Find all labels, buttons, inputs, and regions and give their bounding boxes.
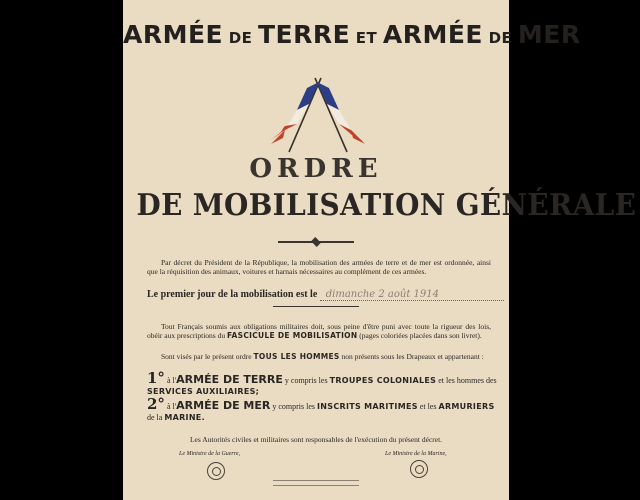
all-men-highlight: TOUS LES HOMMES [253,352,340,361]
decree-paragraph: Par décret du Président de la République, la mobilisation des armées de terre et de mer est ordonnée, ainsi que la réquisition des animaux, voitures et harnais nécessaires au complément de ces armées. [147,258,491,276]
armourers-label: ARMURIERS [438,402,495,411]
divider-line [273,306,359,307]
item-text: y compris les [272,402,316,411]
item-prefix: à l' [166,402,177,411]
mobilization-poster [123,0,637,500]
authorities-line: Les Autorités civiles et militaires sont responsables de l'exécution du présent décret. [189,435,443,444]
maritime-label: INSCRITS MARITIMES [317,402,418,411]
concerned-text-end: non présents sous les Drapeaux et appartenant : [341,352,484,361]
army-sea-label: ARMÉE DE MER [176,399,271,412]
ordre-title: ORDRE [249,154,383,184]
navy-minister-signature: Le Ministre de la Marine, [385,451,447,457]
crossed-flags-icon [263,74,373,154]
item-text: de la [147,413,163,422]
headline-word: ET [355,29,378,47]
item-number: 2° [147,395,165,413]
war-ministry-seal-icon [207,462,225,480]
headline-word: ARMÉE [123,20,224,49]
ornamental-divider [278,241,354,243]
obligation-text-end: (pages coloriées placées dans son livret). [359,331,482,340]
marine-label: MARINE. [164,413,205,422]
mobilisation-title: DE MOBILISATION GÉNÉRALE [136,188,637,223]
item-text: et les [419,402,437,411]
item-number: 1° [147,369,165,387]
auxiliary-services-label: SERVICES AUXILIAIRES; [147,387,260,396]
item-prefix: à l' [166,376,177,385]
headline-word: DE [488,29,513,47]
army-land-label: ARMÉE DE TERRE [176,373,283,386]
concerned-paragraph [147,352,491,361]
colonial-troops-label: TROUPES COLONIALES [329,376,437,385]
headline-word: DE [228,29,253,47]
printer-mark [273,480,359,486]
headline-word: TERRE [258,20,351,49]
fascicule-highlight: FASCICULE DE MOBILISATION [226,331,358,340]
navy-ministry-seal-icon [410,460,428,478]
poster-headline [123,20,581,49]
obligation-text: Tout Français soumis aux obligations militaires doit, sous peine d'être puni avec toute la rigueur des lois, obéir aux prescriptions du [147,322,491,340]
headline-word: MER [517,20,581,49]
handwritten-date: dimanche 2 août 1914 [320,289,504,301]
item-text: et les hommes des [438,376,497,385]
first-day-line [147,289,491,301]
army-sea-item [147,395,497,423]
item-text: y compris les [284,376,328,385]
first-day-label: Le premier jour de la mobilisation est le [147,289,318,300]
obligation-paragraph [147,322,491,340]
concerned-text: Sont visés par le présent ordre [161,352,252,361]
war-minister-signature: Le Ministre de la Guerre, [179,451,241,457]
headline-word: ARMÉE [382,20,483,49]
army-land-item [147,369,497,397]
